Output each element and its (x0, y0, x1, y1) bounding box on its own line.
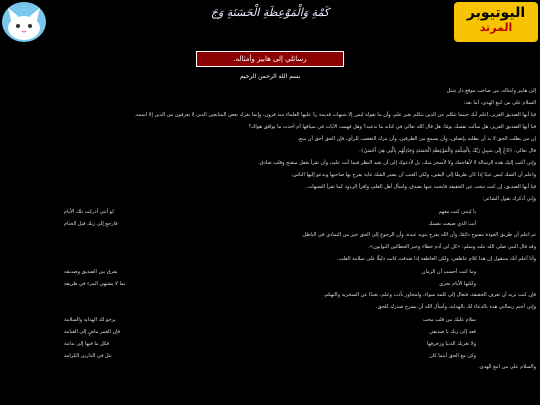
poem-hemistich: يرجو لك الهداية والسلامة (64, 317, 116, 323)
cat-mascot-logo (2, 2, 46, 42)
poem-hemistich: سلام عليك من قلب محب (422, 317, 476, 323)
hadith: وقد قال النبي صلى الله عليه وسلم: «كل ابن آدم خطاء وخير الخطائين التوابون». (368, 244, 536, 250)
paragraph: فإن كنت تريد أن تعرف الحقيقة، فتعال إلى كلمة سواء، ولنتحاور بأدب وعلم، بعيدًا عن السخرية والتهكم. (323, 292, 536, 298)
basmala: بسم الله الرحمن الرحيم (239, 73, 301, 80)
poem-hemistich: فإن العمر ماضٍ إلى القيامة (64, 329, 121, 335)
poem-hemistich: فكل ما فيها إلى ندامة (64, 341, 110, 347)
site-header (0, 0, 540, 46)
poem-line (64, 220, 476, 228)
logo-line2: المرتد (479, 21, 513, 34)
poem-line (64, 268, 476, 276)
paragraph: فيا أيها الصديق، إن كنت تبحث عن الحقيقة فابحث عنها بصدق، واسأل أهل العلم، واقرأ الردود كما تقرأ الشبهات. (305, 184, 536, 190)
poem-line (64, 208, 476, 216)
paragraph: ثم اعلم أن طريق العودة مفتوح دائمًا، وأن الله يفرح بتوبة عبده، وأن الرجوع إلى الحق خير من التمادي في الباطل. (301, 232, 536, 238)
poem-line (64, 280, 476, 288)
paragraph: وإني أكتب إليك هذه الرسالة لا لأهاجمك ولا لأسخر منك، بل لأدعوك إلى أن تعيد النظر فيما أنت عليه، وأن تقرأ بعقل منفتح وقلب صادق. (258, 160, 536, 166)
paragraph: واعلم أن الشك ليس عيبًا إذا كان طريقًا إلى اليقين، ولكن العيب أن يصير الشك غاية يفرح بها صاحبها ويدعو إليها الناس. (291, 172, 536, 178)
paragraph: فيا أيها الصديق العزيز، هل سألت نفسك يومًا: هل قال الله تعالى في كتابه ما تدعيه؟ وهل فهمت الآيات في سياقها أم أخذت ما يوافق هواك؟ (248, 124, 536, 130)
poem-hemistich: أنت الذي ضيعت نفسك (428, 221, 476, 227)
paragraph: إلى هابيز وأمثاله، من صاحب موقع دار شئل (446, 88, 536, 94)
poem-hemistich: يفرق بين الصديق وصديقه (64, 269, 118, 275)
poem-hemistich: يا ليتني كنت معهم (438, 209, 476, 215)
poem-line (64, 340, 476, 348)
poem-hemistich: تنل في الدارين الكرامة (64, 353, 112, 359)
poem-hemistich: ولكنها الأيام تجري (439, 281, 476, 287)
closing-line: والسلام على من اتبع الهدى. (478, 364, 536, 370)
logo-line1: اليوتيوبر (466, 5, 526, 21)
poem-line (64, 328, 476, 336)
paragraph: وإني أذكرك بقول الشاعر: (482, 196, 536, 202)
poem-hemistich: فعد إلى ربك يا صديقي (429, 329, 476, 335)
poem-hemistich: ولا تغرنك الدنيا وزخرفها (426, 341, 476, 347)
header-tagline: كَمْةِ وَالْمَوْعِظَةِ الْحَسَنَةِ وَجَ (210, 6, 330, 19)
site-logo[interactable] (454, 2, 538, 42)
poem-hemistich: فارجع إلى ربك قبل الختام (64, 221, 118, 227)
paragraph: وإني أختم رسالتي هذه بالدعاء لك بالهداية، وأسأل الله أن يشرح صدرك للحق. (376, 304, 536, 310)
poem-line (64, 352, 476, 360)
poem-hemistich: وما كنت أحسب أن الزمان (421, 269, 476, 275)
poem-hemistich: وكن مع الحق أينما كان (429, 353, 476, 359)
paragraph: فيا أيها الصديق العزيز، اعلم أنك حينما تتكلم عن الدين تتكلم بغير علم، وأن ما تقوله ليس إلا شبهات قديمة ردّ عليها العلماء منذ قرون، وإنما يغرك بعض المتابعين الذين لا يعرفون من الدين إلا اسمه. (134, 112, 536, 118)
poem-hemistich: لو أنني أدركت تلك الأيام (64, 209, 114, 215)
paragraph: وأنا أعلم أنك ستقول إن هذا كلام عاطفي، ولكن العاطفة إذا صدقت كانت دليلًا على سلامة القلب. (336, 256, 536, 262)
quran-verse: قال تعالى: ﴿ادْعُ إِلَى سَبِيلِ رَبِّكَ بِالْحِكْمَةِ وَالْمَوْعِظَةِ الْحَسَنَةِ وَجَادِلْهُم بِالَّتِي هِيَ أَحْسَنُ﴾. (359, 148, 536, 154)
article-body (4, 88, 536, 405)
poem-hemistich: بما لا يشتهي المرء في طريقه (64, 281, 126, 287)
article-title-button[interactable]: رسائلي إلى هابيز وأمثاله. (196, 51, 344, 67)
paragraph: السلام على من اتبع الهدى، أما بعد: (463, 100, 536, 106)
paragraph: إن من يطلب الحق لا بد أن يطلبه بإنصاف، وأن يسمع من الطرفين، وأن يترك التعصب للرأي، فإن الحق أحق أن يتبع. (297, 136, 536, 142)
poem-line (64, 316, 476, 324)
